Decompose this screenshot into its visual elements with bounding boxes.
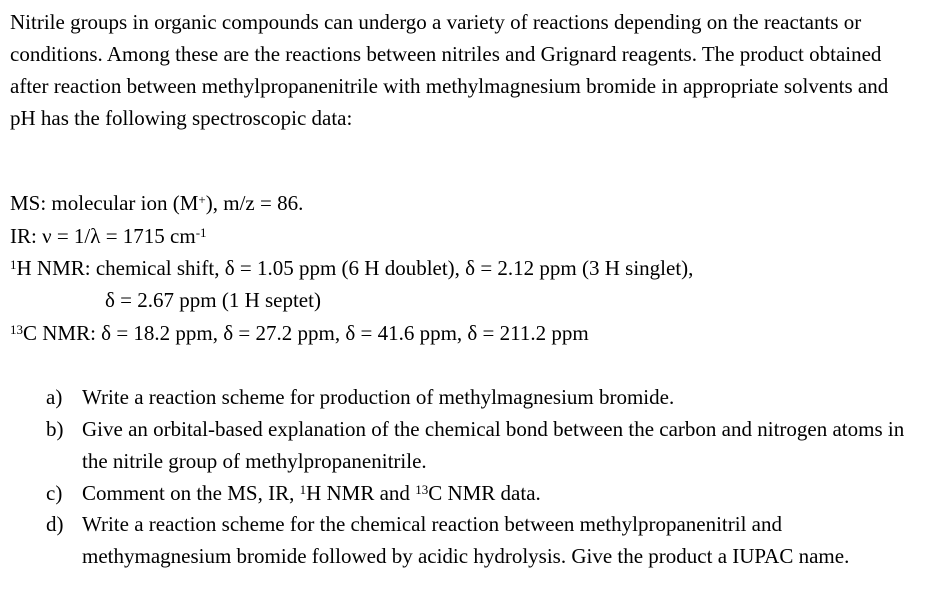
question-c-marker: c)	[46, 481, 63, 505]
ms-text-suffix: ), m/z = 86.	[205, 191, 304, 215]
question-c-text-pre: Comment on the MS, IR,	[82, 481, 300, 505]
ms-superscript: +	[198, 192, 206, 207]
ms-text-prefix: MS: molecular ion (M	[10, 191, 199, 215]
question-a-marker: a)	[46, 385, 63, 409]
ir-superscript: -1	[195, 225, 207, 240]
ms-line	[10, 188, 303, 218]
hnmr-line	[10, 253, 693, 283]
question-c-text-mid: H NMR and	[306, 481, 416, 505]
cnmr-superscript: 13	[10, 322, 23, 337]
question-d-text: Write a reaction scheme for the chemical reaction between methylpropanenitril and methymagnesium bromide followed by acidic hydrolysis. Give the product a IUPAC name.	[82, 512, 850, 568]
cnmr-line	[10, 318, 589, 348]
cnmr-text: C NMR: δ = 18.2 ppm, δ = 27.2 ppm, δ = 41.6 ppm, δ = 211.2 ppm	[23, 321, 589, 345]
ir-line	[10, 221, 207, 251]
question-c-text	[82, 477, 912, 509]
question-c-sup-1h: 1	[299, 482, 307, 497]
question-a-text: Write a reaction scheme for production of methylmagnesium bromide.	[82, 385, 675, 409]
hnmr-superscript: 1	[10, 257, 17, 272]
intro-paragraph: Nitrile groups in organic compounds can undergo a variety of reactions depending on the reactants or conditions. Among these are the reactions between nitriles and Grignard reagents. The product obtained after reaction between methylpropanenitrile with methylmagnesium bromide in appropriate solvents and pH has the following spectroscopic data:	[10, 10, 889, 130]
ir-text: IR: ν = 1/λ = 1715 cm	[10, 224, 196, 248]
question-c-sup-13c: 13	[415, 482, 429, 497]
question-b-text: Give an orbital-based explanation of the chemical bond between the carbon and nitrogen atoms in the nitrile group of methylpropanenitrile.	[82, 417, 905, 473]
hnmr-text: H NMR: chemical shift, δ = 1.05 ppm (6 H doublet), δ = 2.12 ppm (3 H singlet),	[16, 256, 694, 280]
hnmr-line-continued: δ = 2.67 ppm (1 H septet)	[105, 288, 321, 312]
question-b-marker: b)	[46, 417, 64, 441]
question-d-marker: d)	[46, 512, 64, 536]
question-c-text-post: C NMR data.	[428, 481, 541, 505]
